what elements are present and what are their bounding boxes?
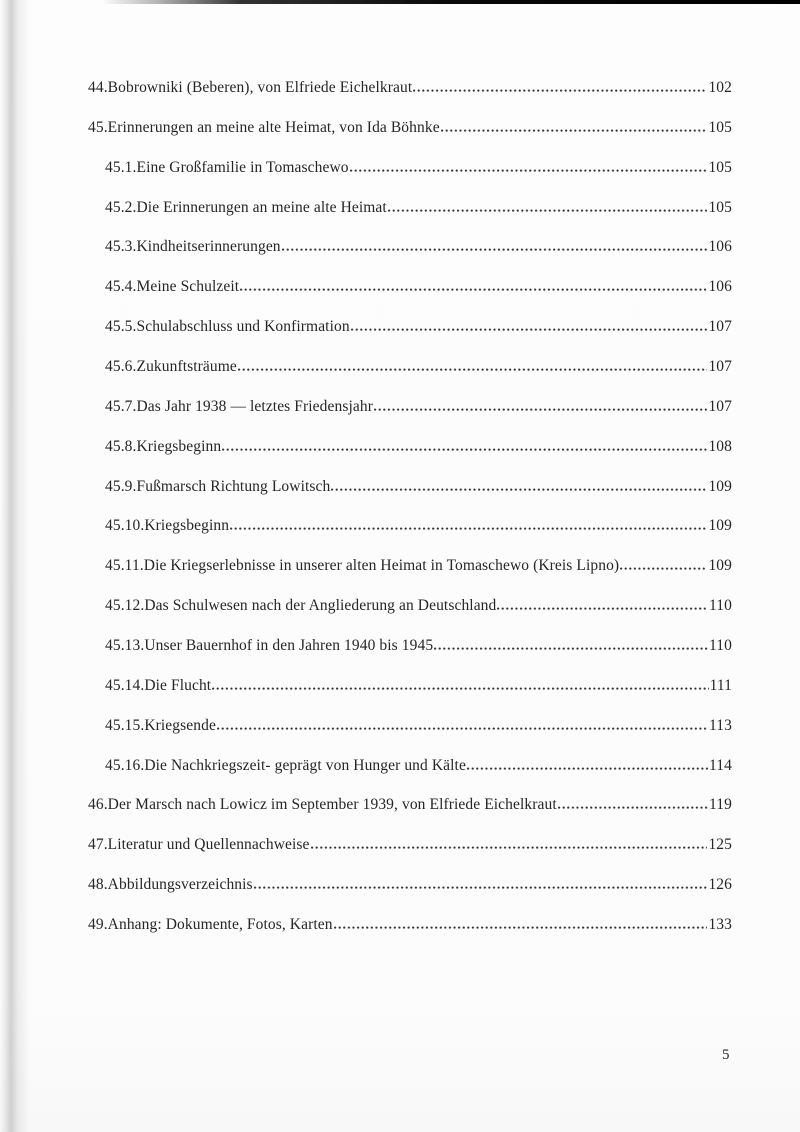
toc-entry-title: 45.9.Fußmarsch Richtung Lowitsch	[105, 477, 331, 495]
toc-entry	[88, 68, 732, 108]
toc-entry	[88, 467, 732, 507]
toc-entry-page-number: 111	[709, 676, 732, 694]
dot-leader	[334, 926, 708, 929]
toc-entry	[88, 706, 732, 746]
toc-entry-title: 48.Abbildungsverzeichnis	[88, 876, 253, 894]
toc-entry-page-number: 105	[708, 118, 732, 136]
toc-entry-page-number: 102	[708, 79, 732, 96]
toc-entry	[88, 626, 732, 666]
dot-leader	[388, 209, 708, 212]
dot-leader	[311, 846, 708, 849]
toc-entry	[88, 546, 732, 586]
toc-entry-page-number: 109	[708, 517, 732, 535]
toc-entry-title: 45.6.Zukunftsträume	[105, 358, 237, 376]
toc-entry-page-number: 110	[709, 637, 732, 655]
dot-leader	[212, 687, 708, 690]
toc-entry-page-number: 105	[708, 158, 732, 176]
toc-entry-page-number: 109	[708, 477, 732, 495]
dot-leader	[434, 647, 708, 650]
toc-entry-page-number: 114	[709, 756, 732, 774]
toc-entry	[88, 586, 732, 626]
dot-leader	[413, 89, 707, 92]
toc-entry-title: 45.10.Kriegsbeginn	[105, 517, 230, 535]
dot-leader	[282, 248, 708, 251]
table-of-contents	[88, 68, 732, 945]
toc-entry	[88, 387, 732, 427]
dot-leader	[441, 129, 708, 132]
toc-entry-page-number: 110	[709, 597, 732, 615]
toc-entry	[88, 746, 732, 786]
toc-entry-page-number: 105	[708, 198, 732, 216]
toc-entry-title: 45.8.Kriegsbeginn	[105, 437, 222, 455]
dot-leader	[217, 727, 708, 730]
toc-entry	[88, 108, 732, 148]
toc-entry	[88, 666, 732, 706]
toc-entry-title: 45.4.Meine Schulzeit	[105, 278, 240, 296]
dot-leader	[230, 527, 707, 530]
toc-entry-page-number: 126	[708, 876, 732, 894]
toc-entry	[88, 227, 732, 267]
toc-entry-page-number: 119	[709, 796, 732, 814]
toc-entry	[88, 347, 732, 387]
toc-entry	[88, 188, 732, 228]
dot-leader	[351, 328, 708, 331]
toc-entry-title: 45.15.Kriegsende	[105, 716, 216, 734]
dot-leader	[467, 767, 708, 770]
dot-leader	[620, 567, 707, 570]
dot-leader	[222, 448, 707, 451]
toc-entry-page-number: 108	[708, 437, 732, 455]
toc-entry	[88, 427, 732, 467]
toc-entry-title: 44.Bobrowniki (Beberen), von Elfriede Eichelkraut	[88, 79, 413, 96]
dot-leader	[350, 169, 708, 172]
page-number: 5	[722, 1047, 730, 1063]
toc-entry-title: 49.Anhang: Dokumente, Fotos, Karten	[88, 916, 333, 934]
scan-edge-artifact-top	[102, 0, 800, 4]
dot-leader	[238, 368, 708, 371]
toc-entry-page-number: 133	[708, 916, 732, 934]
dot-leader	[374, 408, 707, 411]
toc-entry-title: 45.7.Das Jahr 1938 — letztes Friedensjahr	[105, 397, 373, 415]
toc-entry	[88, 307, 732, 347]
toc-entry-title: 45.12.Das Schulwesen nach der Angliederung an Deutschland	[105, 597, 497, 615]
toc-entry-title: 45.13.Unser Bauernhof in den Jahren 1940 bis 1945	[105, 637, 434, 655]
dot-leader	[254, 886, 708, 889]
toc-entry-title: 45.2.Die Erinnerungen an meine alte Heimat	[105, 198, 387, 216]
toc-entry-title: 45.3.Kindheitserinnerungen	[105, 238, 281, 256]
toc-entry	[88, 905, 732, 945]
toc-entry-page-number: 125	[708, 836, 732, 854]
toc-entry-page-number: 113	[709, 716, 732, 734]
dot-leader	[497, 607, 708, 610]
toc-entry-page-number: 106	[708, 238, 732, 256]
page-binding-shadow	[0, 0, 32, 1132]
toc-entry	[88, 148, 732, 188]
toc-entry-title: 45.14.Die Flucht	[105, 676, 212, 694]
toc-entry-page-number: 107	[708, 358, 732, 376]
toc-entry	[88, 267, 732, 307]
toc-entry-title: 46.Der Marsch nach Lowicz im September 1939, von Elfriede Eichelkraut	[88, 796, 557, 814]
toc-entry	[88, 785, 732, 825]
dot-leader	[558, 806, 708, 809]
toc-entry	[88, 506, 732, 546]
toc-entry-title: 47.Literatur und Quellennachweise	[88, 836, 310, 854]
toc-entry-page-number: 109	[708, 557, 732, 575]
toc-entry	[88, 825, 732, 865]
toc-entry-title: 45.11.Die Kriegserlebnisse in unserer alten Heimat in Tomaschewo (Kreis Lipno)	[105, 557, 620, 575]
toc-entry-title: 45.Erinnerungen an meine alte Heimat, von Ida Böhnke	[88, 118, 440, 136]
toc-entry-title: 45.16.Die Nachkriegszeit- geprägt von Hunger und Kälte	[105, 756, 466, 774]
dot-leader	[331, 488, 707, 491]
toc-entry-page-number: 107	[708, 397, 732, 415]
toc-entry-title: 45.5.Schulabschluss und Konfirmation	[105, 318, 350, 336]
toc-entry-page-number: 107	[708, 318, 732, 336]
toc-entry-title: 45.1.Eine Großfamilie in Tomaschewo	[105, 158, 349, 176]
toc-entry-page-number: 106	[708, 278, 732, 296]
toc-entry	[88, 865, 732, 905]
dot-leader	[240, 288, 707, 291]
